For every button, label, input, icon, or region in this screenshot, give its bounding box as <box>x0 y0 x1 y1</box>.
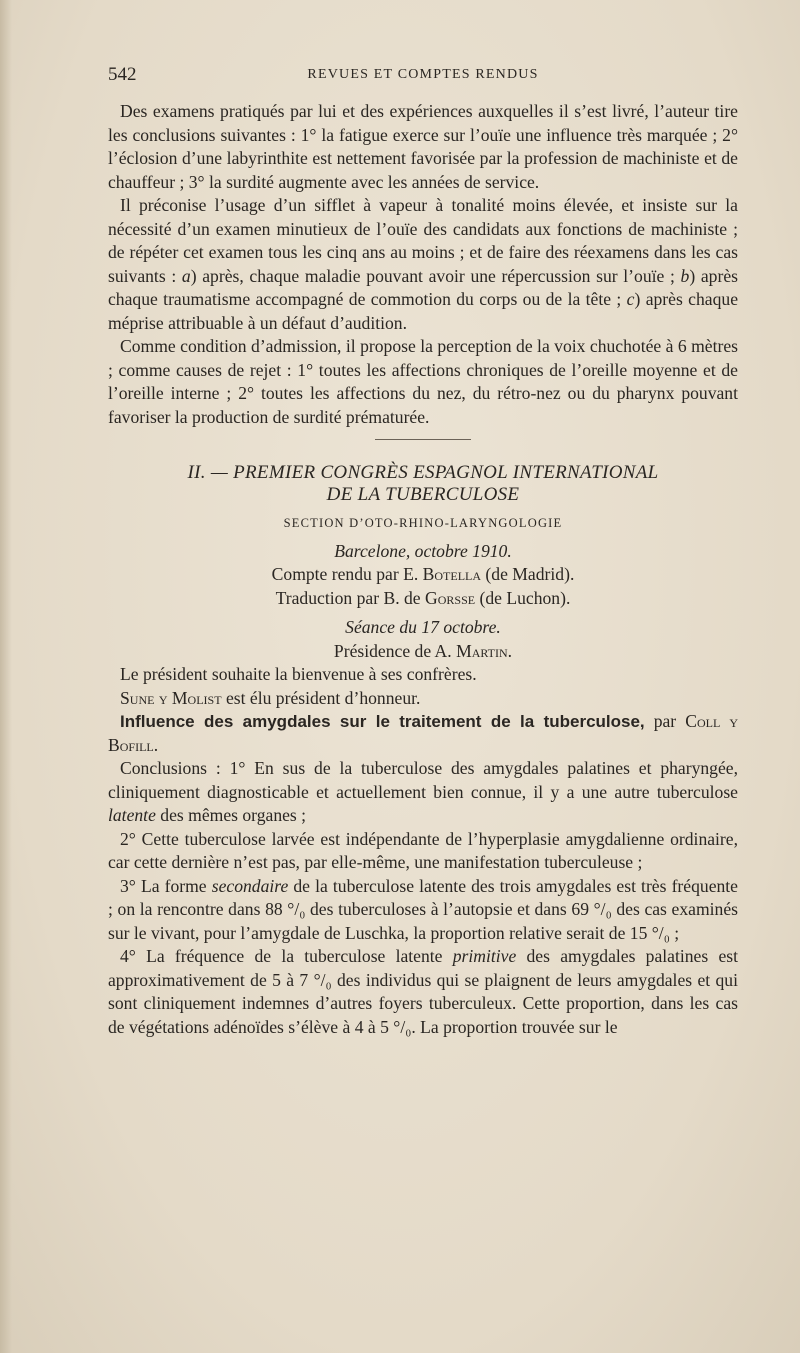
presidence-line <box>108 640 738 664</box>
report-author: Botella <box>422 564 482 584</box>
presidence-prefix: Présidence de A. <box>333 640 457 661</box>
section-divider <box>375 439 471 440</box>
welcome-line: Le président souhaite la bienvenue à ses confrères. <box>120 664 477 684</box>
section-subtitle: SECTION D’OTO-RHINO-LARYNGOLOGIE <box>283 516 563 530</box>
page-body <box>108 100 738 1039</box>
conclusion-3 <box>108 875 738 946</box>
conclusion-1-emphasis: latente <box>108 805 156 825</box>
conclusion-4 <box>108 945 738 1039</box>
subject-line <box>108 710 738 757</box>
list-marker-c: c <box>626 289 635 309</box>
paragraph-sifflet-part-4: ) après chaque méprise attribuable à un défaut d’audition. <box>108 289 739 333</box>
page-header <box>108 64 738 88</box>
conclusion-1-part-a: Conclusions : 1° En sus de la tuberculose des amygdales palatines et pharyngée, cliniquement diagnosticable et actuellement bien connue, il y a une autre tuberculose <box>108 758 738 802</box>
page-edge-shadow <box>0 0 12 1353</box>
paragraph-sifflet <box>108 194 738 335</box>
paragraph-sifflet-part-2: ) après, chaque maladie pouvant avoir une répercussion sur l’ouïe ; <box>190 265 681 286</box>
page-number: 542 <box>108 64 137 85</box>
list-marker-a: a <box>181 265 191 286</box>
paragraph-conclusions-auteur: Des examens pratiqués par lui et des expériences auxquelles il s’est livré, l’auteur tire les conclusions suivantes : 1° la fatigue exerce sur l’ouïe une influence très marquée ; 2° l’éclosion d’une labyrinthite est nettement favorisée par la profession de machiniste et de chauffeur ; 3° la surdité augmente avec les années de service. <box>108 101 738 192</box>
subject-end: . <box>153 734 159 755</box>
conclusion-3-part-b: de la tuberculose latente des trois amygdales est très fréquente ; on la rencontre dans 88 °/₀ des tuberculoses à l’autopsie et dans 69 °/₀ des cas examinés sur le vivant, pour l’amygdale de Luschka, la proportion relative serait de 15 °/₀ ; <box>108 875 738 943</box>
subject-author: Coll y Bofill <box>108 711 738 755</box>
presidence-suffix: . <box>507 640 513 661</box>
president-name: Martin <box>456 640 508 661</box>
translation-credit-suffix: (de Luchon). <box>475 587 571 608</box>
paragraph-admission: Comme condition d’admission, il propose la perception de la voix chuchotée à 6 mètres ; comme causes de rejet : 1° toutes les affections chroniques de l’oreille moyenne et de l’oreille interne ; 2° toutes les affections du nez, du rétro-nez ou du pharynx pouvant favoriser la production de surdité prématurée. <box>108 336 738 427</box>
report-credit-suffix: (de Madrid). <box>481 564 575 584</box>
running-head: REVUES ET COMPTES RENDUS <box>307 67 539 82</box>
place-date: Barcelone, octobre 1910. <box>334 540 512 561</box>
report-credit <box>108 563 738 587</box>
paragraph-sifflet-part-1: Il préconise l’usage d’un sifflet à vapeur à tonalité moins élevée, et insiste sur la nécessité d’un examen minutieux de l’ouïe des candidats aux fonctions de machiniste ; de répéter cet examen tous les cinq ans au moins ; et de faire des réexamens dans les cas suivants : <box>108 195 738 286</box>
conclusion-1 <box>108 757 738 828</box>
conclusion-3-emphasis: secondaire <box>211 875 289 896</box>
subject-par: par <box>644 711 686 731</box>
honor-line <box>108 687 738 711</box>
paragraph-sifflet-part-3: ) après chaque traumatisme accompagné de commotion du corps ou de la tête ; <box>108 265 738 309</box>
list-marker-b: b <box>680 265 690 286</box>
section-heading-line-2: DE LA TUBERCULOSE <box>326 484 520 505</box>
report-credit-prefix: Compte rendu par E. <box>271 564 423 584</box>
subject-title: Influence des amygdales sur le traitement de la tuberculose, <box>120 712 645 731</box>
conclusion-4-emphasis: primitive <box>452 946 517 966</box>
conclusion-1-part-b: des mêmes organes ; <box>155 805 307 825</box>
translation-credit-prefix: Traduction par B. de <box>275 587 426 608</box>
translator-name: Gorsse <box>425 587 476 608</box>
conclusion-3-part-a: 3° La forme <box>120 875 212 896</box>
section-heading-line-1: II. — PREMIER CONGRÈS ESPAGNOL INTERNATIONAL <box>187 462 659 483</box>
honorary-president-name: Sune y Molist <box>120 687 222 708</box>
translation-credit <box>108 587 738 611</box>
honor-line-suffix: est élu président d’honneur. <box>221 687 421 708</box>
seance-date: Séance du 17 octobre. <box>345 617 501 637</box>
conclusion-4-part-a: 4° La fréquence de la tuberculose latente <box>120 946 453 966</box>
conclusion-2: 2° Cette tuberculose larvée est indépendante de l’hyperplasie amygdalienne ordinaire, car cette dernière n’est pas, par elle-même, une manifestation tuberculeuse ; <box>108 828 738 872</box>
conclusion-4-part-b: des amygdales palatines est approximativement de 5 à 7 °/₀ des individus qui se plaignent de leurs amygdales et qui sont cliniquement indemnes d’autres foyers tuberculeux. Cette proportion, dans les cas de végétations adénoïdes s’élève à 4 à 5 °/₀. La proportion trouvée sur le <box>108 946 739 1037</box>
